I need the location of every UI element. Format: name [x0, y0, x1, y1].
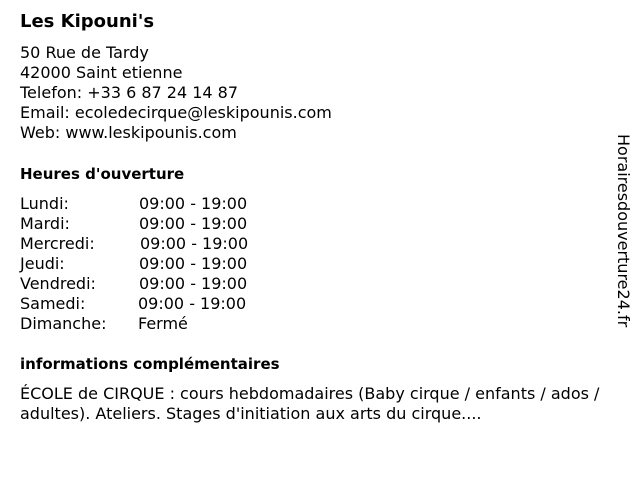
city-address: 42000 Saint etienne: [20, 63, 183, 82]
business-name: Les Kipouni's: [20, 11, 155, 32]
day-label: Lundi:: [20, 194, 69, 213]
day-label: Dimanche:: [20, 314, 107, 333]
website: Web: www.leskipounis.com: [20, 123, 237, 142]
street-address: 50 Rue de Tardy: [20, 43, 149, 62]
day-hours: 09:00 - 19:00: [139, 274, 248, 293]
day-label: Mardi:: [20, 214, 70, 233]
day-hours: 09:00 - 19:00: [139, 214, 248, 233]
day-hours: 09:00 - 19:00: [139, 194, 248, 213]
day-label: Samedi:: [20, 294, 86, 313]
day-hours: 09:00 - 19:00: [139, 254, 248, 273]
opening-hours-heading: Heures d'ouverture: [20, 165, 185, 183]
additional-info-heading: informations complémentaires: [20, 355, 280, 373]
email-address: Email: ecoledecirque@leskipounis.com: [20, 103, 332, 122]
business-description: ÉCOLE de CIRQUE : cours hebdomadaires (Baby cirque / enfants / ados / adultes). Ateliers. Stages d'initiation aux arts du cirque....: [20, 384, 600, 423]
day-label: Jeudi:: [20, 254, 65, 273]
day-hours: 09:00 - 19:00: [140, 234, 249, 253]
contact-block: [20, 43, 332, 143]
phone-number: Telefon: +33 6 87 24 14 87: [20, 83, 239, 102]
day-hours: 09:00 - 19:00: [138, 294, 247, 313]
day-hours: Fermé: [138, 314, 188, 333]
day-label: Vendredi:: [20, 274, 96, 293]
day-label: Mercredi:: [20, 234, 95, 253]
watermark-text: Horairesdouverture24.fr: [614, 134, 633, 328]
